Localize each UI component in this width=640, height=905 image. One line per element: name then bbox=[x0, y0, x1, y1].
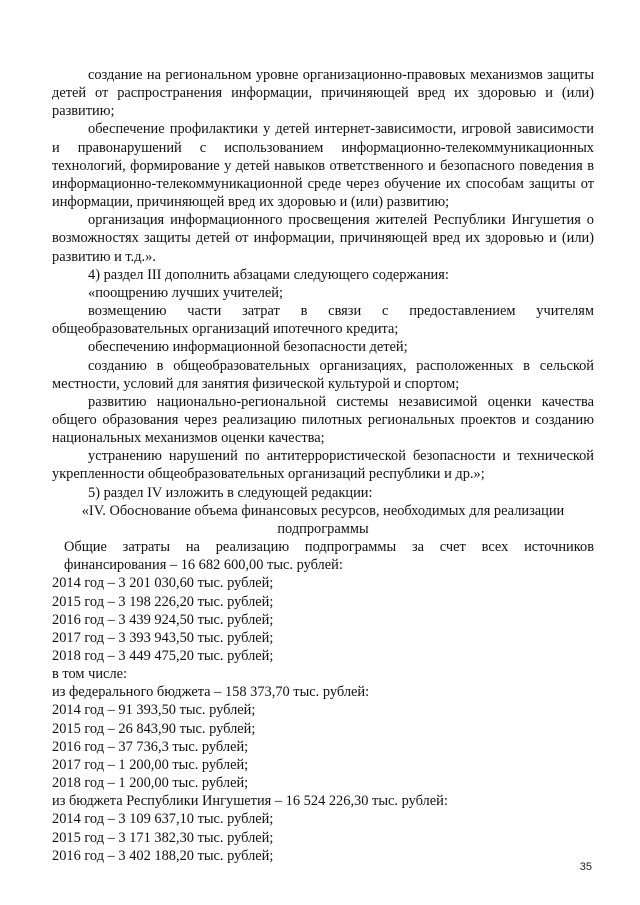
year-line: 2017 год – 1 200,00 тыс. рублей; bbox=[52, 756, 249, 773]
year-line: 2016 год – 3 439 924,50 тыс. рублей; bbox=[52, 611, 274, 628]
paragraph: созданию в общеобразовательных организациях, расположенных в сельской местности, условий для занятия физической культурой и спортом; bbox=[52, 357, 594, 392]
year-line: 2015 год – 3 198 226,20 тыс. рублей; bbox=[52, 593, 274, 610]
paragraph: возмещению части затрат в связи с предоставлением учителям общеобразовательных организаций ипотечного кредита; bbox=[52, 303, 594, 338]
paragraph: создание на региональном уровне организационно-правовых механизмов защиты детей от распространения информации, причиняющей вред их здоровью и (или) развитию; bbox=[52, 67, 594, 120]
total-intro: Общие затраты на реализацию подпрограммы за счет всех источников финансирования – 16 682 600,00 тыс. рублей: bbox=[64, 539, 594, 574]
paragraph: 4) раздел III дополнить абзацами следующего содержания: bbox=[88, 266, 449, 283]
year-line: 2014 год – 91 393,50 тыс. рублей; bbox=[52, 702, 256, 719]
paragraph: обеспечение профилактики у детей интернет-зависимости, игровой зависимости и правонарушений с использованием информационно-телекоммуникационных технологий, формирование у детей навыков ответственного и безопасного поведения в информационно-телекоммуникационной среде через обучение их способам защиты от информации, причиняющей вред их здоровью и (или) развитию; bbox=[52, 121, 594, 211]
year-line: 2014 год – 3 201 030,60 тыс. рублей; bbox=[52, 575, 274, 592]
paragraph: развитию национально-региональной системы независимой оценки качества общего образования через реализацию пилотных региональных проектов и созданию национальных механизмов оценки качества; bbox=[52, 393, 594, 447]
paragraph: устранению нарушений по антитеррористической безопасности и технической укрепленности общеобразовательных организаций республики и др.»; bbox=[52, 448, 594, 483]
year-line: 2017 год – 3 393 943,50 тыс. рублей; bbox=[52, 629, 274, 646]
federal-intro: из федерального бюджета – 158 373,70 тыс. рублей: bbox=[52, 684, 370, 701]
year-line: 2015 год – 26 843,90 тыс. рублей; bbox=[52, 720, 256, 737]
year-line: 2018 год – 1 200,00 тыс. рублей; bbox=[52, 775, 249, 792]
year-line: 2016 год – 3 402 188,20 тыс. рублей; bbox=[52, 847, 274, 864]
paragraph: 5) раздел IV изложить в следующей редакции: bbox=[88, 484, 373, 501]
year-line: 2016 год – 37 736,3 тыс. рублей; bbox=[52, 738, 249, 755]
year-line: 2015 год – 3 171 382,30 тыс. рублей; bbox=[52, 829, 274, 846]
paragraph: организация информационного просвещения жителей Республики Ингушетия о возможностях защиты детей от информации, причиняющей вред их здоровью и (или) развитию и т.д.». bbox=[52, 212, 594, 265]
regional-intro: из бюджета Республики Ингушетия – 16 524 226,30 тыс. рублей: bbox=[52, 793, 448, 810]
paragraph: «поощрению лучших учителей; bbox=[88, 284, 283, 301]
page-number: 35 bbox=[579, 861, 592, 873]
year-line: 2014 год – 3 109 637,10 тыс. рублей; bbox=[52, 811, 274, 828]
section-heading: «IV. Обоснование объема финансовых ресурсов, необходимых для реализации подпрограммы bbox=[81, 502, 565, 537]
year-line: 2018 год – 3 449 475,20 тыс. рублей; bbox=[52, 648, 274, 664]
including-label: в том числе: bbox=[52, 666, 128, 683]
document-body bbox=[52, 66, 594, 865]
paragraph: обеспечению информационной безопасности детей; bbox=[88, 339, 408, 356]
